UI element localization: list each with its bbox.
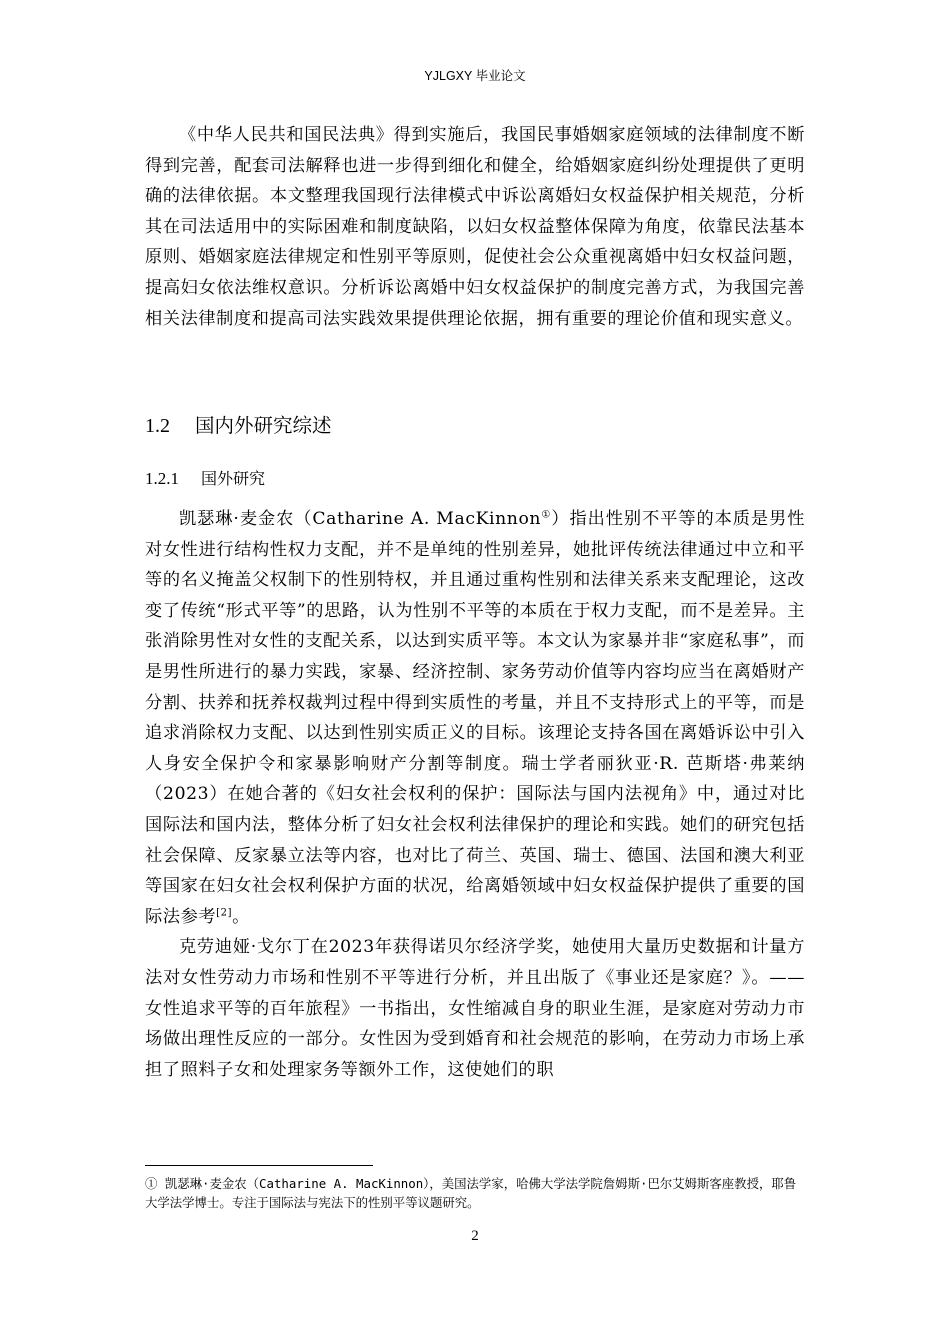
subsection-title: 国外研究 bbox=[201, 469, 266, 488]
footnote-text: 凯瑟琳·麦金农（Catharine A. MacKinnon），美国法学家，哈佛大学法学院詹姆斯·巴尔艾姆斯客座教授，耶鲁大学法学博士。专注于国际法与宪法下的性别平等议题研究。 bbox=[145, 1176, 797, 1210]
body-block bbox=[145, 504, 805, 1085]
section-title: 国内外研究综述 bbox=[195, 414, 332, 437]
paragraph-text-end: 。 bbox=[232, 906, 250, 927]
subsection-number: 1.2.1 bbox=[145, 469, 179, 488]
footnote-reference[interactable]: ① bbox=[541, 509, 552, 521]
footnote bbox=[145, 1174, 805, 1212]
running-header: YJLGXY 毕业论文 bbox=[424, 69, 526, 83]
section-number: 1.2 bbox=[145, 415, 170, 437]
goldin-paragraph: 克劳迪娅·戈尔丁在2023年获得诺贝尔经济学奖，她使用大量历史数据和计量方法对女性劳动力市场和性别不平等进行分析，并且出版了《事业还是家庭？》。——女性追求平等的百年旅程》一书指出，女性缩减自身的职业生涯，是家庭对劳动力市场做出理性反应的一部分。女性因为受到婚育和社会规范的影响，在劳动力市场上承担了照料子女和处理家务等额外工作，这使她们的职 bbox=[145, 937, 805, 1080]
page-number: 2 bbox=[471, 1228, 479, 1244]
section-heading bbox=[145, 410, 332, 438]
citation-reference[interactable]: [2] bbox=[216, 906, 233, 918]
subsection-heading bbox=[145, 466, 265, 489]
footnote-separator bbox=[145, 1165, 373, 1166]
paragraph-text-body: ）指出性别不平等的本质是男性对女性进行结构性权力支配，并不是单纯的性别差异，她批评传统法律通过中立和平等的名义掩盖父权制下的性别特权，并且通过重构性别和法律关系来支配理论，这改变了传统“形式平等”的思路，认为性别不平等的本质在于权力支配，而不是差异。主张消除男性对女性的支配关系，以达到实质平等。本文认为家暴并非“家庭私事”，而是男性所进行的暴力实践，家暴、经济控制、家务劳动价值等内容均应当在离婚财产分割、扶养和抚养权裁判过程中得到实质性的考量，并且不支持形式上的平等，而是追求消除权力支配、以达到性别实质正义的目标。该理论支持各国在离婚诉讼中引入人身安全保护令和家暴影响财产分割等制度。瑞士学者丽狄亚·R. 芭斯塔·弗莱纳（2023）在她合著的《妇女社会权利的保护：国际法与国内法视角》中，通过对比国际法和国内法，整体分析了妇女社会权利法律保护的理论和实践。她们的研究包括社会保障、反家暴立法等内容，也对比了荷兰、英国、瑞士、德国、法国和澳大利亚等国家在妇女社会权利保护方面的状况，给离婚领域中妇女权益保护提供了重要的国际法参考 bbox=[145, 509, 805, 927]
intro-block bbox=[145, 120, 805, 334]
intro-paragraph: 《中华人民共和国民法典》得到实施后，我国民事婚姻家庭领域的法律制度不断得到完善，配套司法解释也进一步得到细化和健全，给婚姻家庭纠纷处理提供了更明确的法律依据。本文整理我国现行法律模式中诉讼离婚妇女权益保护相关规范，分析其在司法适用中的实际困难和制度缺陷，以妇女权益整体保障为角度，依靠民法基本原则、婚姻家庭法律规定和性别平等原则，促使社会公众重视离婚中妇女权益问题，提高妇女依法维权意识。分析诉讼离婚中妇女权益保护的制度完善方式，为我国完善相关法律制度和提高司法实践效果提供理论依据，拥有重要的理论价值和现实意义。 bbox=[145, 125, 805, 329]
paragraph-text-start: 凯瑟琳·麦金农（Catharine A. MacKinnon bbox=[179, 509, 542, 529]
footnote-mark: ① bbox=[145, 1176, 158, 1191]
mackinnon-paragraph bbox=[145, 504, 805, 932]
